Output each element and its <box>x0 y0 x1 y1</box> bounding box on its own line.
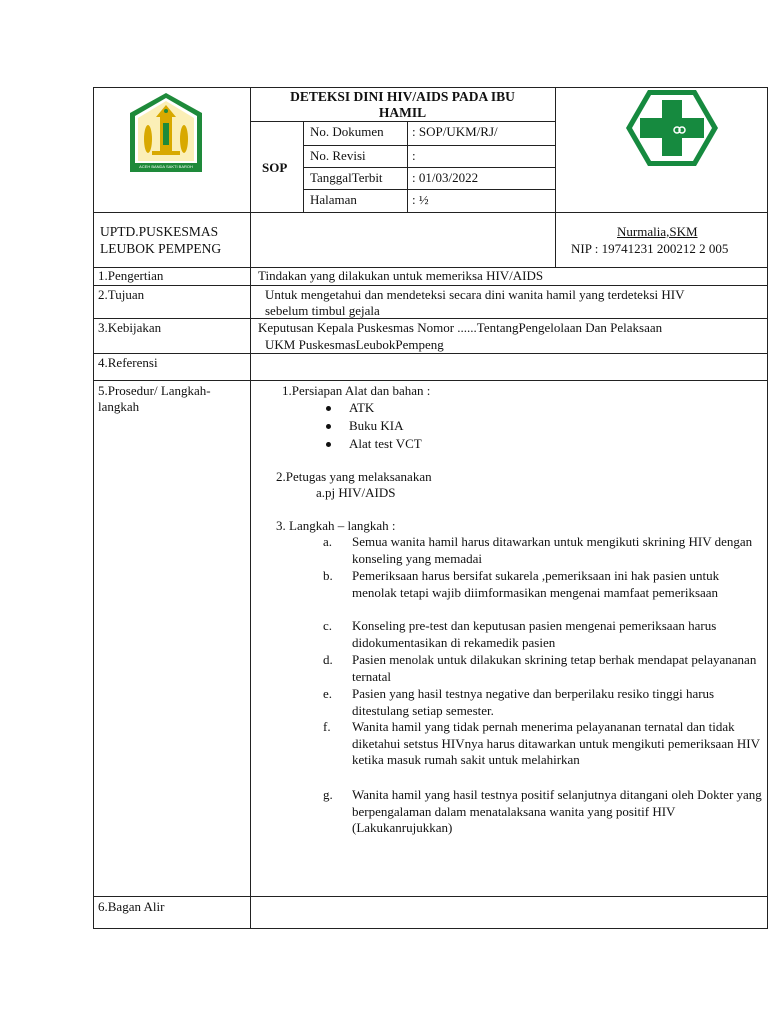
section-title-tools: 1.Persiapan Alat dan bahan : <box>282 383 431 398</box>
step-letter: c. <box>323 618 333 633</box>
left-logo-caption: ACEH BANDA SAKTI BAROH <box>139 164 193 169</box>
step-text: Pasien yang hasil testnya negative dan berperilaku resiko tinggi harus ditestulang setiap semester. <box>352 686 715 718</box>
step-text: Wanita hamil yang tidak pernah menerima pelayananan ternatal dan tidak diketahui setstus HIVnya harus ditawarkan untuk mengikuti pemeriksaan HIV ketika masuk rumah sakit untuk melahirkan <box>352 719 760 768</box>
row-label-prosedur-line-1: 5.Prosedur/ Langkah- <box>98 383 211 398</box>
row-label-prosedur-line-2: langkah <box>98 399 140 414</box>
signer-nip: NIP : 19741231 200212 2 005 <box>571 241 729 256</box>
meta-value-doc-number: : SOP/UKM/RJ/ <box>412 124 498 139</box>
meta-value-issue-date: : 01/03/2022 <box>412 170 479 185</box>
step-letter: e. <box>323 686 333 701</box>
step-text: Wanita hamil yang hasil testnya positif selanjutnya ditangani oleh Dokter yang berpengalaman dalam menatalaksana wanita yang positif HIV (Lakukanrujukkan) <box>352 787 762 836</box>
step-letter: f. <box>323 719 331 734</box>
step-text: Pemeriksaan harus bersifat sukarela ,pemeriksaan ini hak pasien untuk menolak tetapi wajib diimformasikan mengenai mamfaat pemeriksaan <box>352 568 720 600</box>
row-text-tujuan-line-2: sebelum timbul gejala <box>265 303 380 318</box>
step-text: Konseling pre-test dan keputusan pasien mengenai pemeriksaan harus didokumentasikan di rekamedik pasien <box>352 618 717 650</box>
page-title-line-2: HAMIL <box>378 105 427 120</box>
row-text-kebijakan-line-2: UKM PuskesmasLeubokPempeng <box>265 337 444 352</box>
sop-label: SOP <box>262 160 288 175</box>
org-name-line-2: LEUBOK PEMPENG <box>100 241 222 256</box>
bullet-icon <box>326 406 331 411</box>
list-item-text: ATK <box>349 400 375 415</box>
puskesmas-cross-logo-icon <box>624 86 720 170</box>
step-letter: d. <box>323 652 333 667</box>
row-text-kebijakan-line-1: Keputusan Kepala Puskesmas Nomor ......TentangPengelolaan Dan Pelaksaan <box>258 320 663 335</box>
page-title-line-1: DETEKSI DINI HIV/AIDS PADA IBU <box>290 89 515 104</box>
meta-label-issue-date: TanggalTerbit <box>310 170 383 185</box>
bullet-icon <box>326 424 331 429</box>
row-label-referensi: 4.Referensi <box>98 355 158 370</box>
meta-label-page: Halaman <box>310 192 357 207</box>
meta-label-revision: No. Revisi <box>310 148 366 163</box>
row-label-pengertian: 1.Pengertian <box>98 268 164 283</box>
section-title-steps: 3. Langkah – langkah : <box>276 518 396 533</box>
signer-name: Nurmalia,SKM <box>617 224 698 239</box>
row-label-bagan-alir: 6.Bagan Alir <box>98 899 165 914</box>
row-text-tujuan-line-1: Untuk mengetahui dan mendeteksi secara dini wanita hamil yang terdeteksi HIV <box>265 287 685 302</box>
right-logo <box>624 86 720 170</box>
page-title <box>250 89 555 121</box>
row-label-kebijakan: 3.Kebijakan <box>98 320 162 335</box>
meta-value-revision: : <box>412 148 416 163</box>
row-label-tujuan: 2.Tujuan <box>98 287 145 302</box>
meta-value-page: : ½ <box>412 192 429 207</box>
org-name-line-1: UPTD.PUSKESMAS <box>100 224 219 239</box>
step-text: Pasien menolak untuk dilakukan skrining tetap berhak mendapat pelayananan ternatal <box>352 652 757 684</box>
section-title-staff: 2.Petugas yang melaksanakan <box>276 469 432 484</box>
step-text: Semua wanita hamil harus ditawarkan untuk mengikuti skrining HIV dengan konseling yang memadai <box>352 534 753 566</box>
step-letter: a. <box>323 534 333 549</box>
section-value-staff: a.pj HIV/AIDS <box>316 485 396 500</box>
list-item-text: Alat test VCT <box>349 436 422 451</box>
row-text-pengertian: Tindakan yang dilakukan untuk memeriksa HIV/AIDS <box>258 268 544 283</box>
left-logo <box>126 91 206 175</box>
step-letter: b. <box>323 568 333 583</box>
list-item-text: Buku KIA <box>349 418 404 433</box>
aceh-regency-emblem-icon <box>126 91 206 175</box>
step-letter: g. <box>323 787 333 802</box>
meta-label-doc-number: No. Dokumen <box>310 124 384 139</box>
bullet-icon <box>326 442 331 447</box>
